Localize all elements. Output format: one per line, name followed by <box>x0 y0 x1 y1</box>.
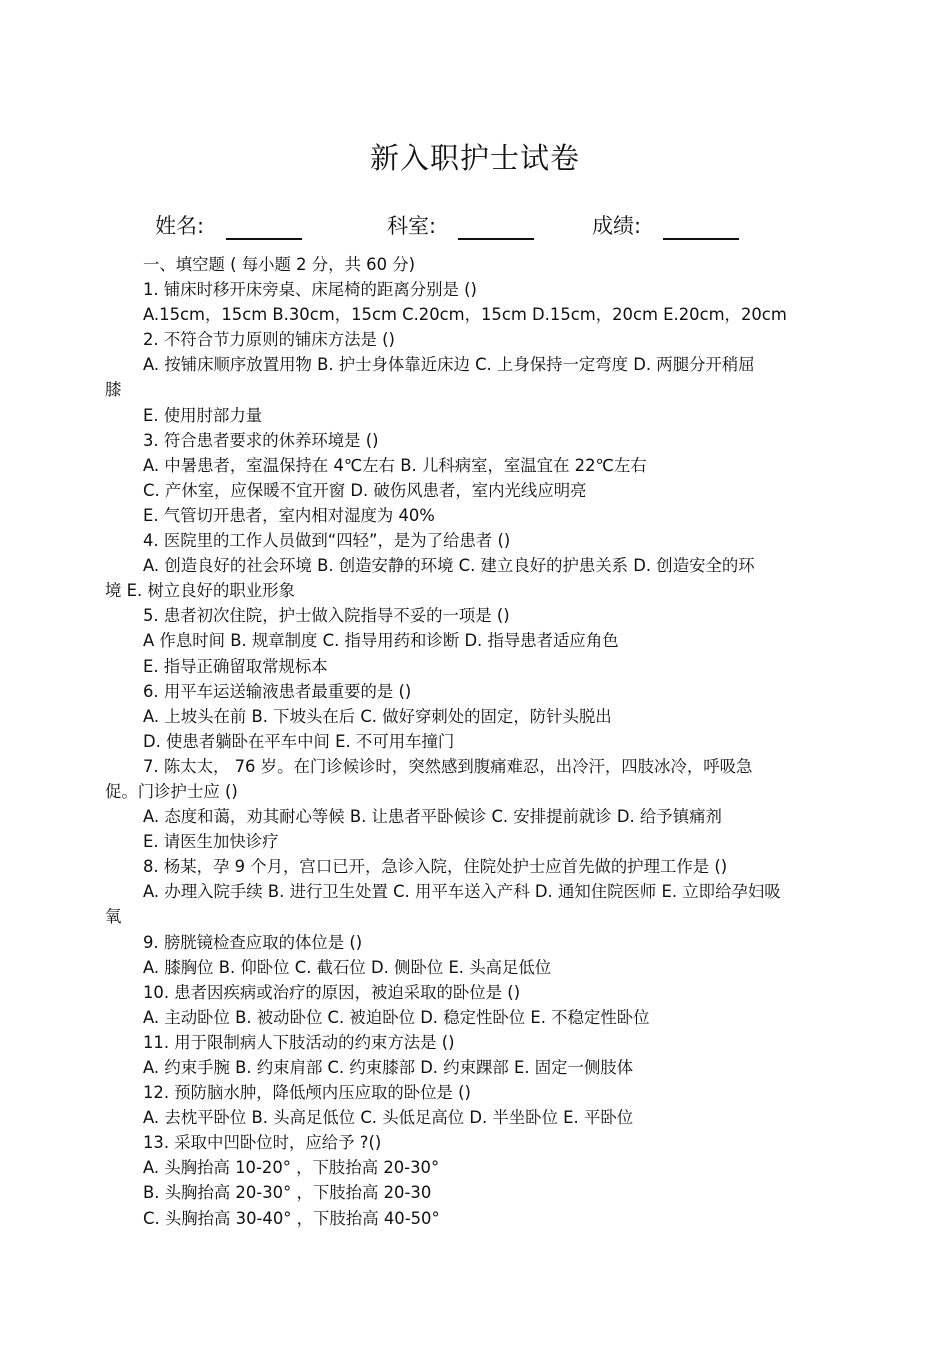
text-line: A. 头胸抬高 10-20° ，下肢抬高 20-30° <box>143 1158 440 1178</box>
text-line: 8. 杨某，孕 9 个月，宫口已开，急诊入院，住院处护士应首先做的护理工作是 () <box>143 857 728 877</box>
text-line: 1. 铺床时移开床旁桌、床尾椅的距离分别是 () <box>143 280 477 300</box>
text-line: B. 头胸抬高 20-30° ，下肢抬高 20-30 <box>143 1183 432 1203</box>
text-line: E. 使用肘部力量 <box>143 405 263 425</box>
text-line: A. 中暑患者，室温保持在 4℃左右 B. 儿科病室，室温宜在 22℃左右 <box>143 455 647 475</box>
text-line: A. 主动卧位 B. 被动卧位 C. 被迫卧位 D. 稳定性卧位 E. 不稳定性卧位 <box>143 1007 650 1027</box>
text-line: A. 办理入院手续 B. 进行卫生处置 C. 用平车送入产科 D. 通知住院医师 E. 立即给孕妇吸 <box>143 882 781 902</box>
text-line: A 作息时间 B. 规章制度 C. 指导用药和诊断 D. 指导患者适应角色 <box>143 631 619 651</box>
text-line: 9. 膀胱镜检查应取的体位是 () <box>143 932 363 952</box>
text-line: A. 约束手腕 B. 约束肩部 C. 约束膝部 D. 约束踝部 E. 固定一侧肢体 <box>143 1058 634 1077</box>
text-line: 2. 不符合节力原则的铺床方法是 () <box>143 330 395 350</box>
text-line: A. 上坡头在前 B. 下坡头在后 C. 做好穿刺处的固定，防针头脱出 <box>143 706 612 726</box>
text-line: 促。门诊护士应 () <box>105 781 238 801</box>
text-line: 3. 符合患者要求的休养环境是 () <box>143 430 379 450</box>
dept-label: 科室: <box>387 214 437 238</box>
exam-body <box>105 252 850 1231</box>
text-line: 4. 医院里的工作人员做到“四轻”，是为了给患者 () <box>143 531 511 551</box>
text-line: 10. 患者因疾病或治疗的原因，被迫采取的卧位是 () <box>143 982 521 1002</box>
text-line: C. 头胸抬高 30-40° ，下肢抬高 40-50° <box>143 1208 440 1228</box>
name-field <box>155 210 302 240</box>
text-line: E. 请医生加快诊疗 <box>143 832 279 852</box>
text-line: 境 E. 树立良好的职业形象 <box>105 581 295 601</box>
score-blank[interactable] <box>663 212 739 240</box>
score-field <box>592 210 739 240</box>
text-line: A. 创造良好的社会环境 B. 创造安静的环境 C. 建立良好的护患关系 D. 创造安全的环 <box>143 556 755 576</box>
text-line: A. 去枕平卧位 B. 头高足低位 C. 头低足高位 D. 半坐卧位 E. 平卧位 <box>143 1108 634 1128</box>
name-blank[interactable] <box>226 212 302 240</box>
text-line: 12. 预防脑水肿，降低颅内压应取的卧位是 () <box>143 1083 471 1103</box>
text-line: A. 膝胸位 B. 仰卧位 C. 截石位 D. 侧卧位 E. 头高足低位 <box>143 957 552 977</box>
text-line: 膝 <box>105 380 122 400</box>
text-line: 11. 用于限制病人下肢活动的约束方法是 () <box>143 1032 455 1052</box>
text-line: A.15cm，15cm B.30cm，15cm C.20cm，15cm D.15cm，20cm E.20cm，20cm <box>143 305 787 325</box>
text-line: 5. 患者初次住院，护士做入院指导不妥的一项是 () <box>143 606 510 626</box>
text-line: A. 按铺床顺序放置用物 B. 护士身体靠近床边 C. 上身保持一定弯度 D. 两腿分开稍屈 <box>143 355 755 375</box>
text-line: 6. 用平车运送输液患者最重要的是 () <box>143 681 412 701</box>
text-line: 7. 陈太太， 76 岁。在门诊候诊时，突然感到腹痛难忍，出冷汗，四肢冰冷，呼吸急 <box>143 756 753 776</box>
text-line: E. 气管切开患者，室内相对湿度为 40% <box>143 505 435 525</box>
text-line: D. 使患者躺卧在平车中间 E. 不可用车撞门 <box>143 731 455 751</box>
text-line: C. 产休室，应保暖不宜开窗 D. 破伤风患者，室内光线应明亮 <box>143 480 587 500</box>
text-line: E. 指导正确留取常规标本 <box>143 656 328 676</box>
text-line: A. 态度和蔼，劝其耐心等候 B. 让患者平卧候诊 C. 安排提前就诊 D. 给予镇痛剂 <box>143 807 722 827</box>
dept-blank[interactable] <box>458 212 534 240</box>
text-line: 一、填空题 ( 每小题 2 分，共 60 分) <box>143 255 416 274</box>
name-label: 姓名: <box>155 214 205 238</box>
header-fields <box>155 210 795 246</box>
text-line: 氧 <box>105 907 122 927</box>
dept-field <box>387 210 534 240</box>
text-line: 13. 采取中凹卧位时，应给予 ?() <box>143 1133 382 1153</box>
exam-title: 新入职护士试卷 <box>369 141 580 175</box>
score-label: 成绩: <box>592 214 642 238</box>
